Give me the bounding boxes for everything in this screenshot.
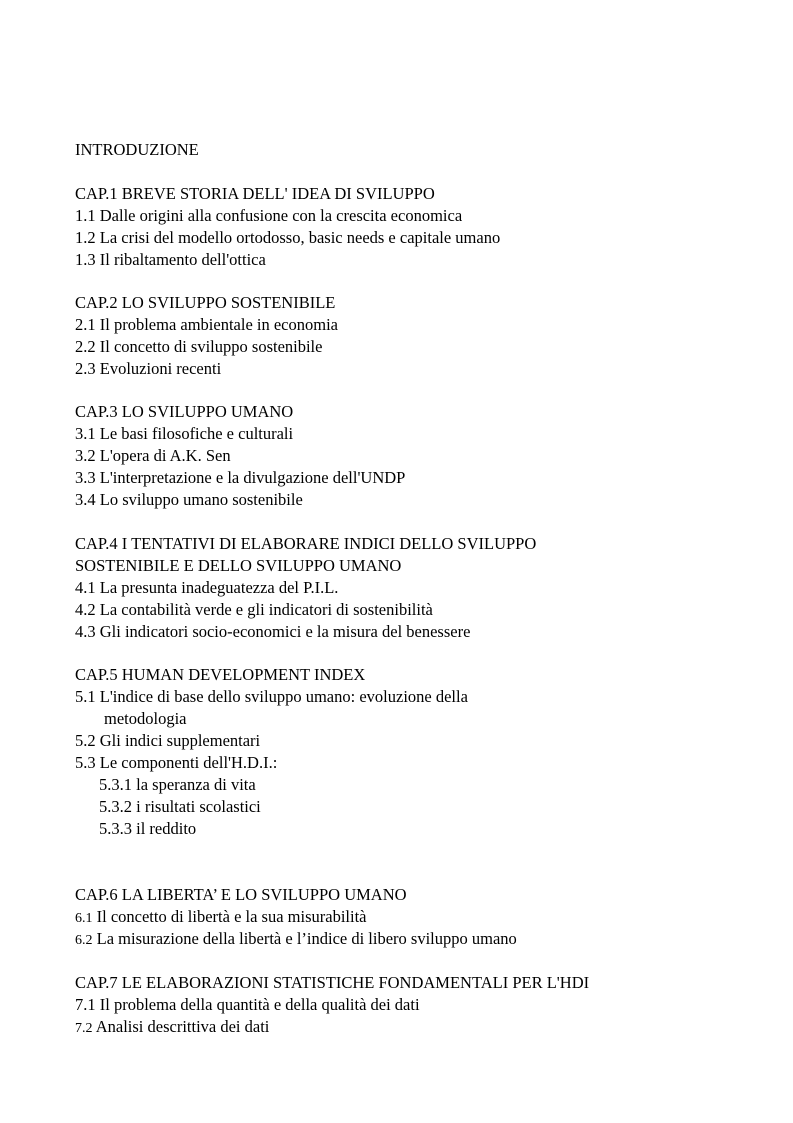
- section-number: 7.2: [75, 1021, 93, 1036]
- section-4-1: 4.1 La presunta inadeguatezza del P.I.L.: [75, 578, 339, 597]
- chapter-6-title: CAP.6 LA LIBERTA’ E LO SVILUPPO UMANO: [75, 885, 407, 904]
- section-4-2: 4.2 La contabilità verde e gli indicatori di sostenibilità: [75, 600, 433, 619]
- section-5-3: 5.3 Le componenti dell'H.D.I.:: [75, 753, 278, 772]
- chapter-1-title: CAP.1 BREVE STORIA DELL' IDEA DI SVILUPPO: [75, 184, 435, 203]
- section-text: Il concetto di libertà e la sua misurabilità: [92, 907, 367, 926]
- chapter-2-title: CAP.2 LO SVILUPPO SOSTENIBILE: [75, 293, 336, 312]
- section-text: La misurazione della libertà e l’indice di libero sviluppo umano: [92, 929, 517, 948]
- section-5-3-2: 5.3.2 i risultati scolastici: [99, 797, 261, 816]
- section-5-3-1: 5.3.1 la speranza di vita: [99, 775, 256, 794]
- chapter-3-title: CAP.3 LO SVILUPPO UMANO: [75, 402, 294, 421]
- section-3-2: 3.2 L'opera di A.K. Sen: [75, 446, 231, 465]
- section-1-1: 1.1 Dalle origini alla confusione con la crescita economica: [75, 206, 463, 225]
- section-5-2: 5.2 Gli indici supplementari: [75, 731, 261, 750]
- chapter-7-title: CAP.7 LE ELABORAZIONI STATISTICHE FONDAMENTALI PER L'HDI: [75, 973, 590, 992]
- chapter-4-title-line-2: SOSTENIBILE E DELLO SVILUPPO UMANO: [75, 556, 402, 575]
- intro-heading: INTRODUZIONE: [75, 140, 199, 159]
- chapter-4-title-line-1: CAP.4 I TENTATIVI DI ELABORARE INDICI DELLO SVILUPPO: [75, 534, 537, 553]
- section-2-3: 2.3 Evoluzioni recenti: [75, 359, 222, 378]
- section-3-4: 3.4 Lo sviluppo umano sostenibile: [75, 490, 303, 509]
- section-3-3: 3.3 L'interpretazione e la divulgazione dell'UNDP: [75, 468, 406, 487]
- section-7-2: [75, 1016, 269, 1038]
- section-text: Analisi descrittiva dei dati: [92, 1017, 270, 1036]
- section-number: 6.1: [75, 911, 93, 926]
- section-6-2: [75, 928, 517, 950]
- section-6-1: [75, 906, 367, 928]
- section-1-2: 1.2 La crisi del modello ortodosso, basic needs e capitale umano: [75, 228, 501, 247]
- section-7-1: 7.1 Il problema della quantità e della qualità dei dati: [75, 995, 420, 1014]
- section-4-3: 4.3 Gli indicatori socio-economici e la misura del benessere: [75, 622, 471, 641]
- section-5-3-3: 5.3.3 il reddito: [99, 819, 197, 838]
- section-2-1: 2.1 Il problema ambientale in economia: [75, 315, 338, 334]
- section-5-1: 5.1 L'indice di base dello sviluppo umano: evoluzione della: [75, 687, 468, 706]
- section-number: 6.2: [75, 933, 93, 948]
- section-2-2: 2.2 Il concetto di sviluppo sostenibile: [75, 337, 323, 356]
- section-1-3: 1.3 Il ribaltamento dell'ottica: [75, 250, 266, 269]
- chapter-5-title: CAP.5 HUMAN DEVELOPMENT INDEX: [75, 665, 366, 684]
- section-5-1-continuation: metodologia: [104, 709, 187, 728]
- section-3-1: 3.1 Le basi filosofiche e culturali: [75, 424, 294, 443]
